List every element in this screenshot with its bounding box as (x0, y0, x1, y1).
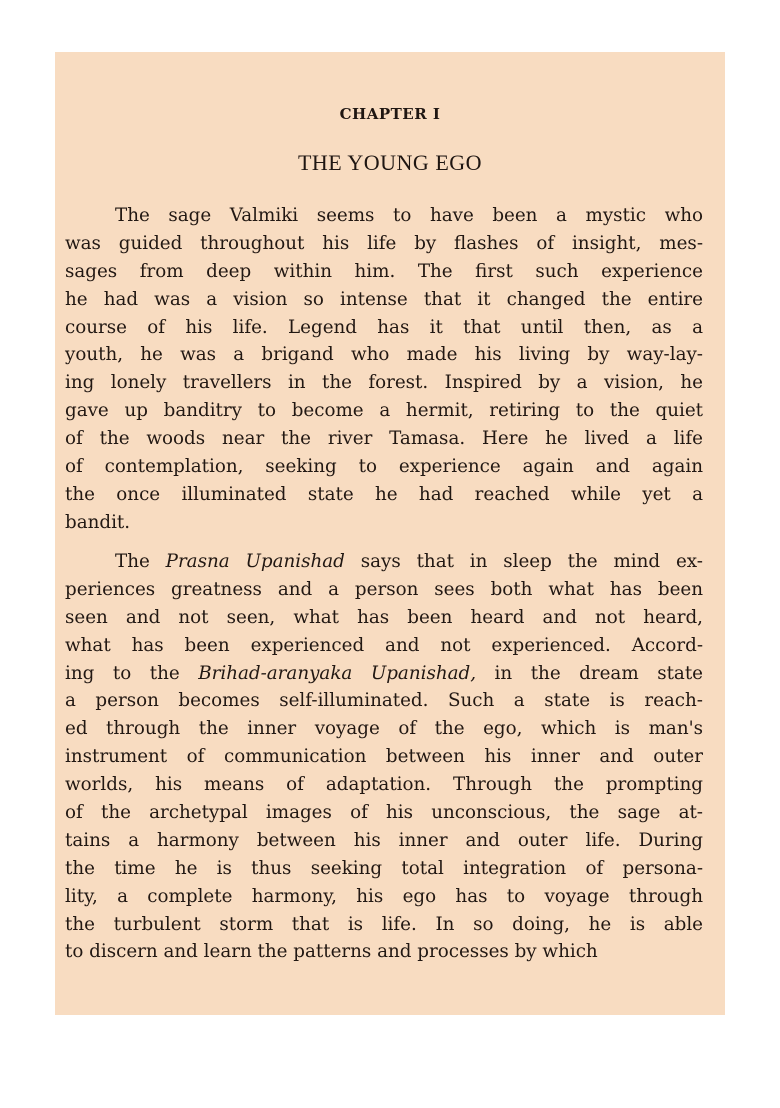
text-line: of the archetypal images of his unconscious, the sage at- (65, 802, 703, 824)
text-line: the time he is thus seeking total integration of persona- (65, 857, 703, 879)
text-line: The Prasna Upanishad says that in sleep the mind ex- (115, 551, 703, 572)
chapter-title: THE YOUNG EGO (297, 150, 483, 175)
text-line: a person becomes self-illuminated. Such a state is reach- (65, 690, 703, 712)
text-line: was guided throughout his life by flashes of insight, mes- (65, 232, 703, 254)
text-line: the turbulent storm that is life. In so doing, he is able (65, 913, 703, 935)
text-line: to discern and learn the patterns and processes by which (65, 941, 598, 963)
book-page (55, 52, 725, 1015)
text-line: youth, he was a brigand who made his living by way-lay- (65, 344, 703, 366)
text-line: worlds, his means of adaptation. Through the prompting (65, 774, 703, 796)
text-line: what has been experienced and not experienced. Accord- (65, 634, 703, 656)
text-line: instrument of communication between his inner and outer (65, 746, 703, 768)
text-line: ing to the Brihad-aranyaka Upanishad, in the dream state (65, 662, 703, 684)
text-line: The sage Valmiki seems to have been a mystic who (115, 205, 703, 226)
text-line: the once illuminated state he had reached while yet a (65, 483, 703, 505)
text-line: lity, a complete harmony, his ego has to voyage through (65, 885, 703, 907)
text-line: course of his life. Legend has it that until then, as a (65, 316, 703, 338)
text-line: sages from deep within him. The first such experience (65, 260, 703, 282)
text-line: tains a harmony between his inner and outer life. During (65, 829, 703, 851)
text-line: of contemplation, seeking to experience again and again (65, 456, 703, 478)
paragraph-2 (65, 548, 703, 966)
chapter-label: CHAPTER I (339, 105, 441, 123)
text-line: of the woods near the river Tamasa. Here he lived a life (65, 428, 703, 450)
text-line: ing lonely travellers in the forest. Inspired by a vision, he (65, 372, 703, 394)
text-line: he had was a vision so intense that it changed the entire (65, 288, 703, 310)
text-line: bandit. (65, 511, 131, 533)
text-line: gave up banditry to become a hermit, retiring to the quiet (65, 400, 703, 422)
text-line: ed through the inner voyage of the ego, which is man's (65, 718, 703, 740)
text-line: periences greatness and a person sees both what has been (65, 578, 703, 600)
paragraph-1 (65, 202, 703, 537)
text-line: seen and not seen, what has been heard and not heard, (65, 606, 703, 628)
